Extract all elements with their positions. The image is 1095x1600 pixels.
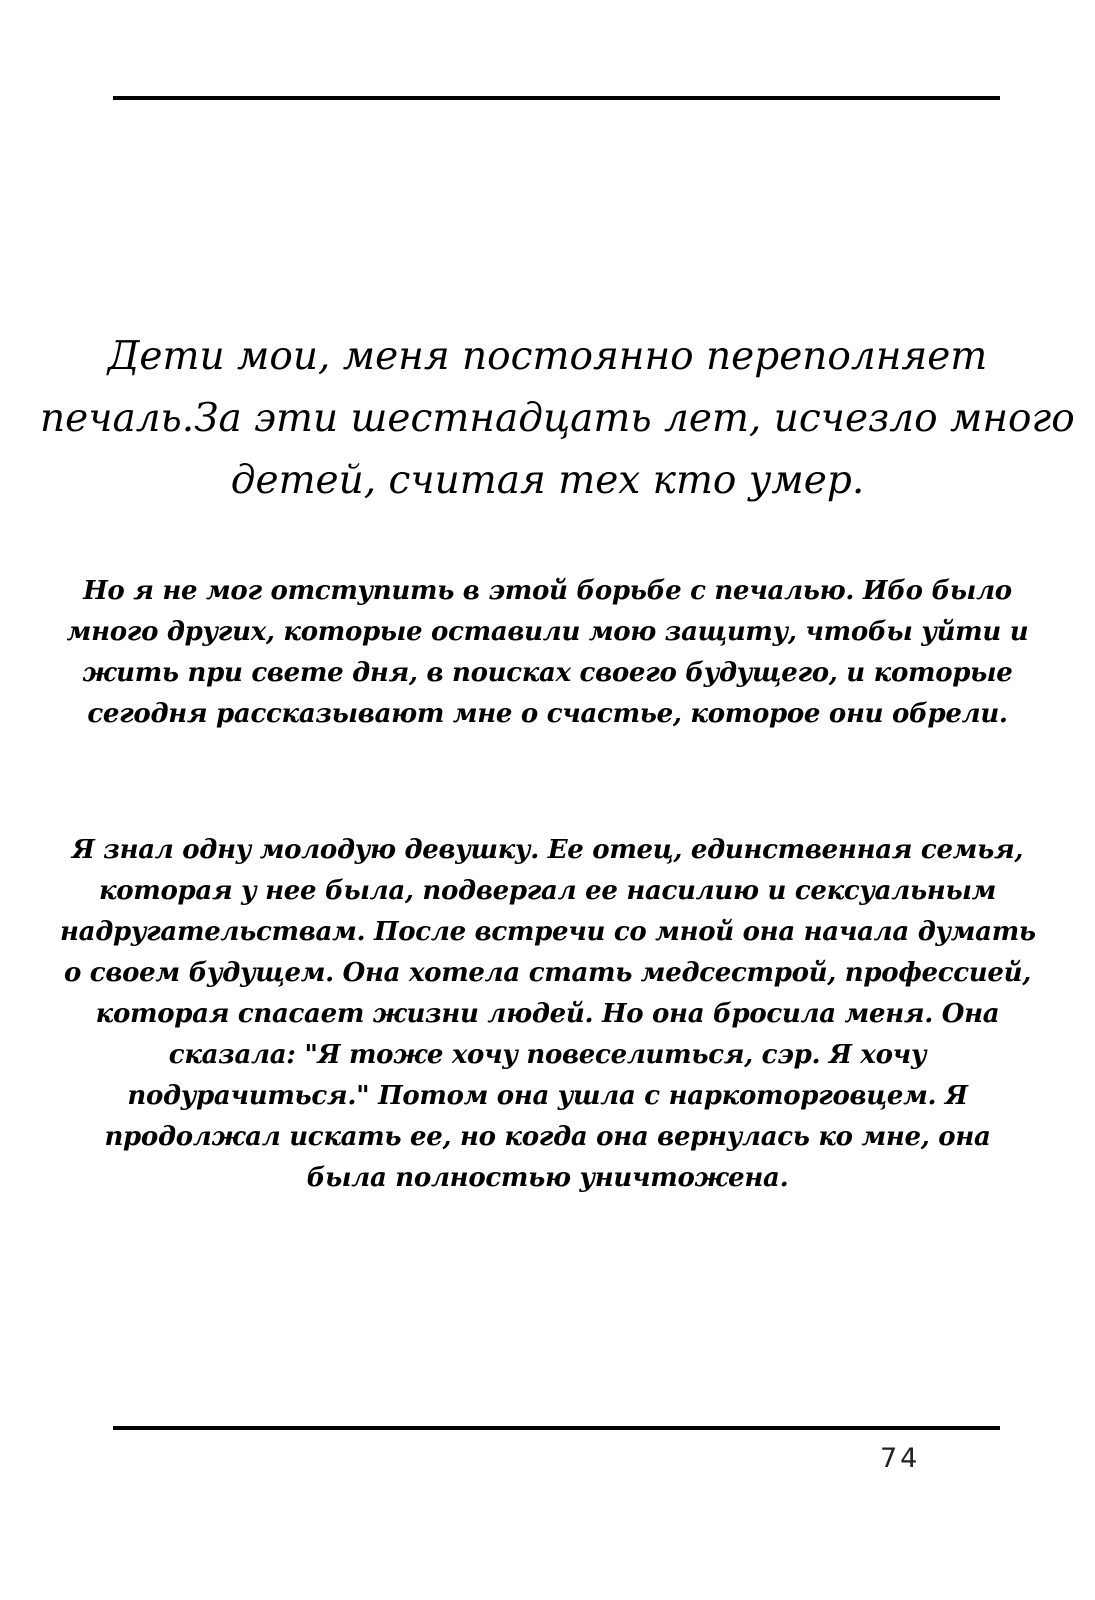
paragraph-line: была полностью уничтожена. xyxy=(306,1163,789,1193)
paragraph-line: Я знал одну молодую девушку. Ее отец, единственная семья, xyxy=(71,835,1024,865)
paragraph-line: сказала: "Я тоже хочу повеселиться, сэр. Я хочу xyxy=(168,1040,927,1070)
heading-line: детей, считая тех кто умер. xyxy=(230,458,865,503)
paragraph-line: подурачиться." Потом она ушла с наркоторговцем. Я xyxy=(127,1081,968,1111)
page-heading xyxy=(40,326,1075,512)
bottom-rule xyxy=(113,1426,1000,1430)
heading-line: печаль.За эти шестнадцать лет, исчезло много xyxy=(40,396,1075,441)
paragraph-line: которая у нее была, подвергал ее насилию и сексуальным xyxy=(98,876,997,906)
paragraph-line: надругательствам. После встречи со мной она начала думать xyxy=(60,917,1036,947)
heading-line: Дети мои, меня постоянно переполняет xyxy=(107,334,988,379)
paragraph-1 xyxy=(60,571,1035,735)
paragraph-line: продолжал искать ее, но когда она вернулась ко мне, она xyxy=(104,1122,991,1152)
paragraph-line: о своем будущем. Она хотела стать медсестрой, профессией, xyxy=(64,958,1031,988)
page-number: 74 xyxy=(880,1443,921,1474)
paragraph-line: жить при свете дня, в поисках своего будущего, и которые xyxy=(82,658,1013,688)
paragraph-2 xyxy=(60,830,1035,1199)
paragraph-line: много других, которые оставили мою защиту, чтобы уйти и xyxy=(66,617,1029,647)
paragraph-line: которая спасает жизни людей. Но она бросила меня. Она xyxy=(95,999,1000,1029)
top-rule xyxy=(113,96,1000,100)
paragraph-line: Но я не мог отступить в этой борьбе с печалью. Ибо было xyxy=(83,576,1012,606)
paragraph-line: сегодня рассказывают мне о счастье, которое они обрели. xyxy=(87,699,1008,729)
